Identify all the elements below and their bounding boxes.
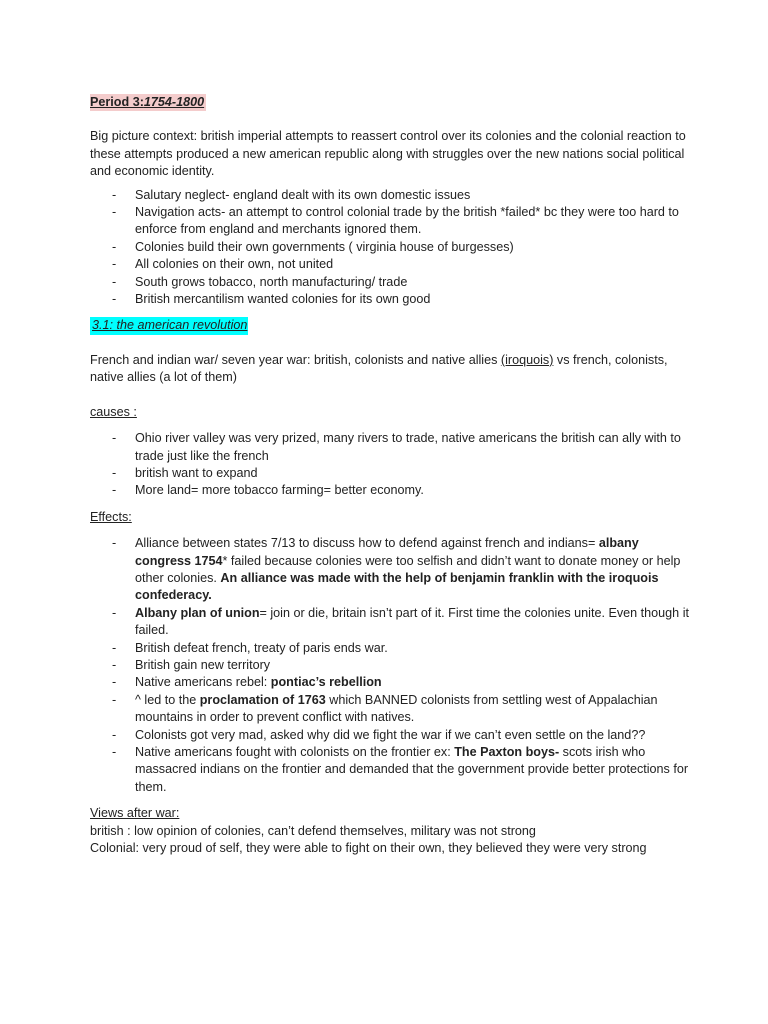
- views-heading: Views after war:: [90, 806, 180, 821]
- list-item: - british want to expand: [90, 465, 690, 482]
- list-item: - Albany plan of union= join or die, britain isn’t part of it. First time the colonies unite. Even though it failed.: [90, 605, 690, 640]
- effects-heading: Effects:: [90, 509, 132, 524]
- views-line: british : low opinion of colonies, can’t defend themselves, military was not strong: [90, 823, 536, 838]
- list-item: - ^ led to the proclamation of 1763 which BANNED colonists from settling west of Appalachian mountains in order to prevent conflict with natives.: [90, 692, 690, 727]
- section-heading: 3.1: the american revolution: [90, 317, 690, 334]
- document-body: [90, 94, 690, 857]
- list-item: - Ohio river valley was very prized, many rivers to trade, native americans the british can ally with to trade just like the french: [90, 430, 690, 465]
- views-line: Colonial: very proud of self, they were able to fight on their own, they believed they were very strong: [90, 841, 647, 856]
- list-item: - British defeat french, treaty of paris ends war.: [90, 640, 690, 657]
- list-item: - Salutary neglect- england dealt with its own domestic issues: [90, 187, 690, 204]
- causes-heading: causes :: [90, 404, 137, 419]
- list-item: - Native americans fought with colonists on the frontier ex: The Paxton boys- scots irish who massacred indians on the frontier and demanded that the government provide better protections for them.: [90, 744, 690, 796]
- list-item: - Navigation acts- an attempt to control colonial trade by the british *failed* bc they were too hard to enforce from england and merchants ignored them.: [90, 204, 690, 239]
- causes-list: [90, 430, 690, 500]
- war-paragraph: French and indian war/ seven year war: british, colonists and native allies (iroquois) vs french, colonists, native allies (a lot of them): [90, 352, 668, 385]
- list-item: - More land= more tobacco farming= better economy.: [90, 482, 690, 499]
- background-list: [90, 187, 690, 309]
- page-title: Period 3:1754-1800: [90, 94, 690, 111]
- list-item: - Colonists got very mad, asked why did we fight the war if we can’t even settle on the land??: [90, 727, 690, 744]
- effects-list: [90, 535, 690, 796]
- list-item: - Colonies build their own governments ( virginia house of burgesses): [90, 239, 690, 256]
- list-item: - Native americans rebel: pontiac’s rebellion: [90, 674, 690, 691]
- list-item: - British gain new territory: [90, 657, 690, 674]
- list-item: - Alliance between states 7/13 to discuss how to defend against french and indians= albany congress 1754* failed because colonies were too selfish and didn’t want to donate money or help other colonies. An alliance was made with the help of benjamin franklin with the iroquois confederacy.: [90, 535, 690, 605]
- list-item: - South grows tobacco, north manufacturing/ trade: [90, 274, 690, 291]
- context-paragraph: Big picture context: british imperial attempts to reassert control over its colonies and the colonial reaction to these attempts produced a new american republic along with struggles over the new nations social political and economic identity.: [90, 129, 686, 179]
- list-item: - British mercantilism wanted colonies for its own good: [90, 291, 690, 308]
- list-item: - All colonies on their own, not united: [90, 256, 690, 273]
